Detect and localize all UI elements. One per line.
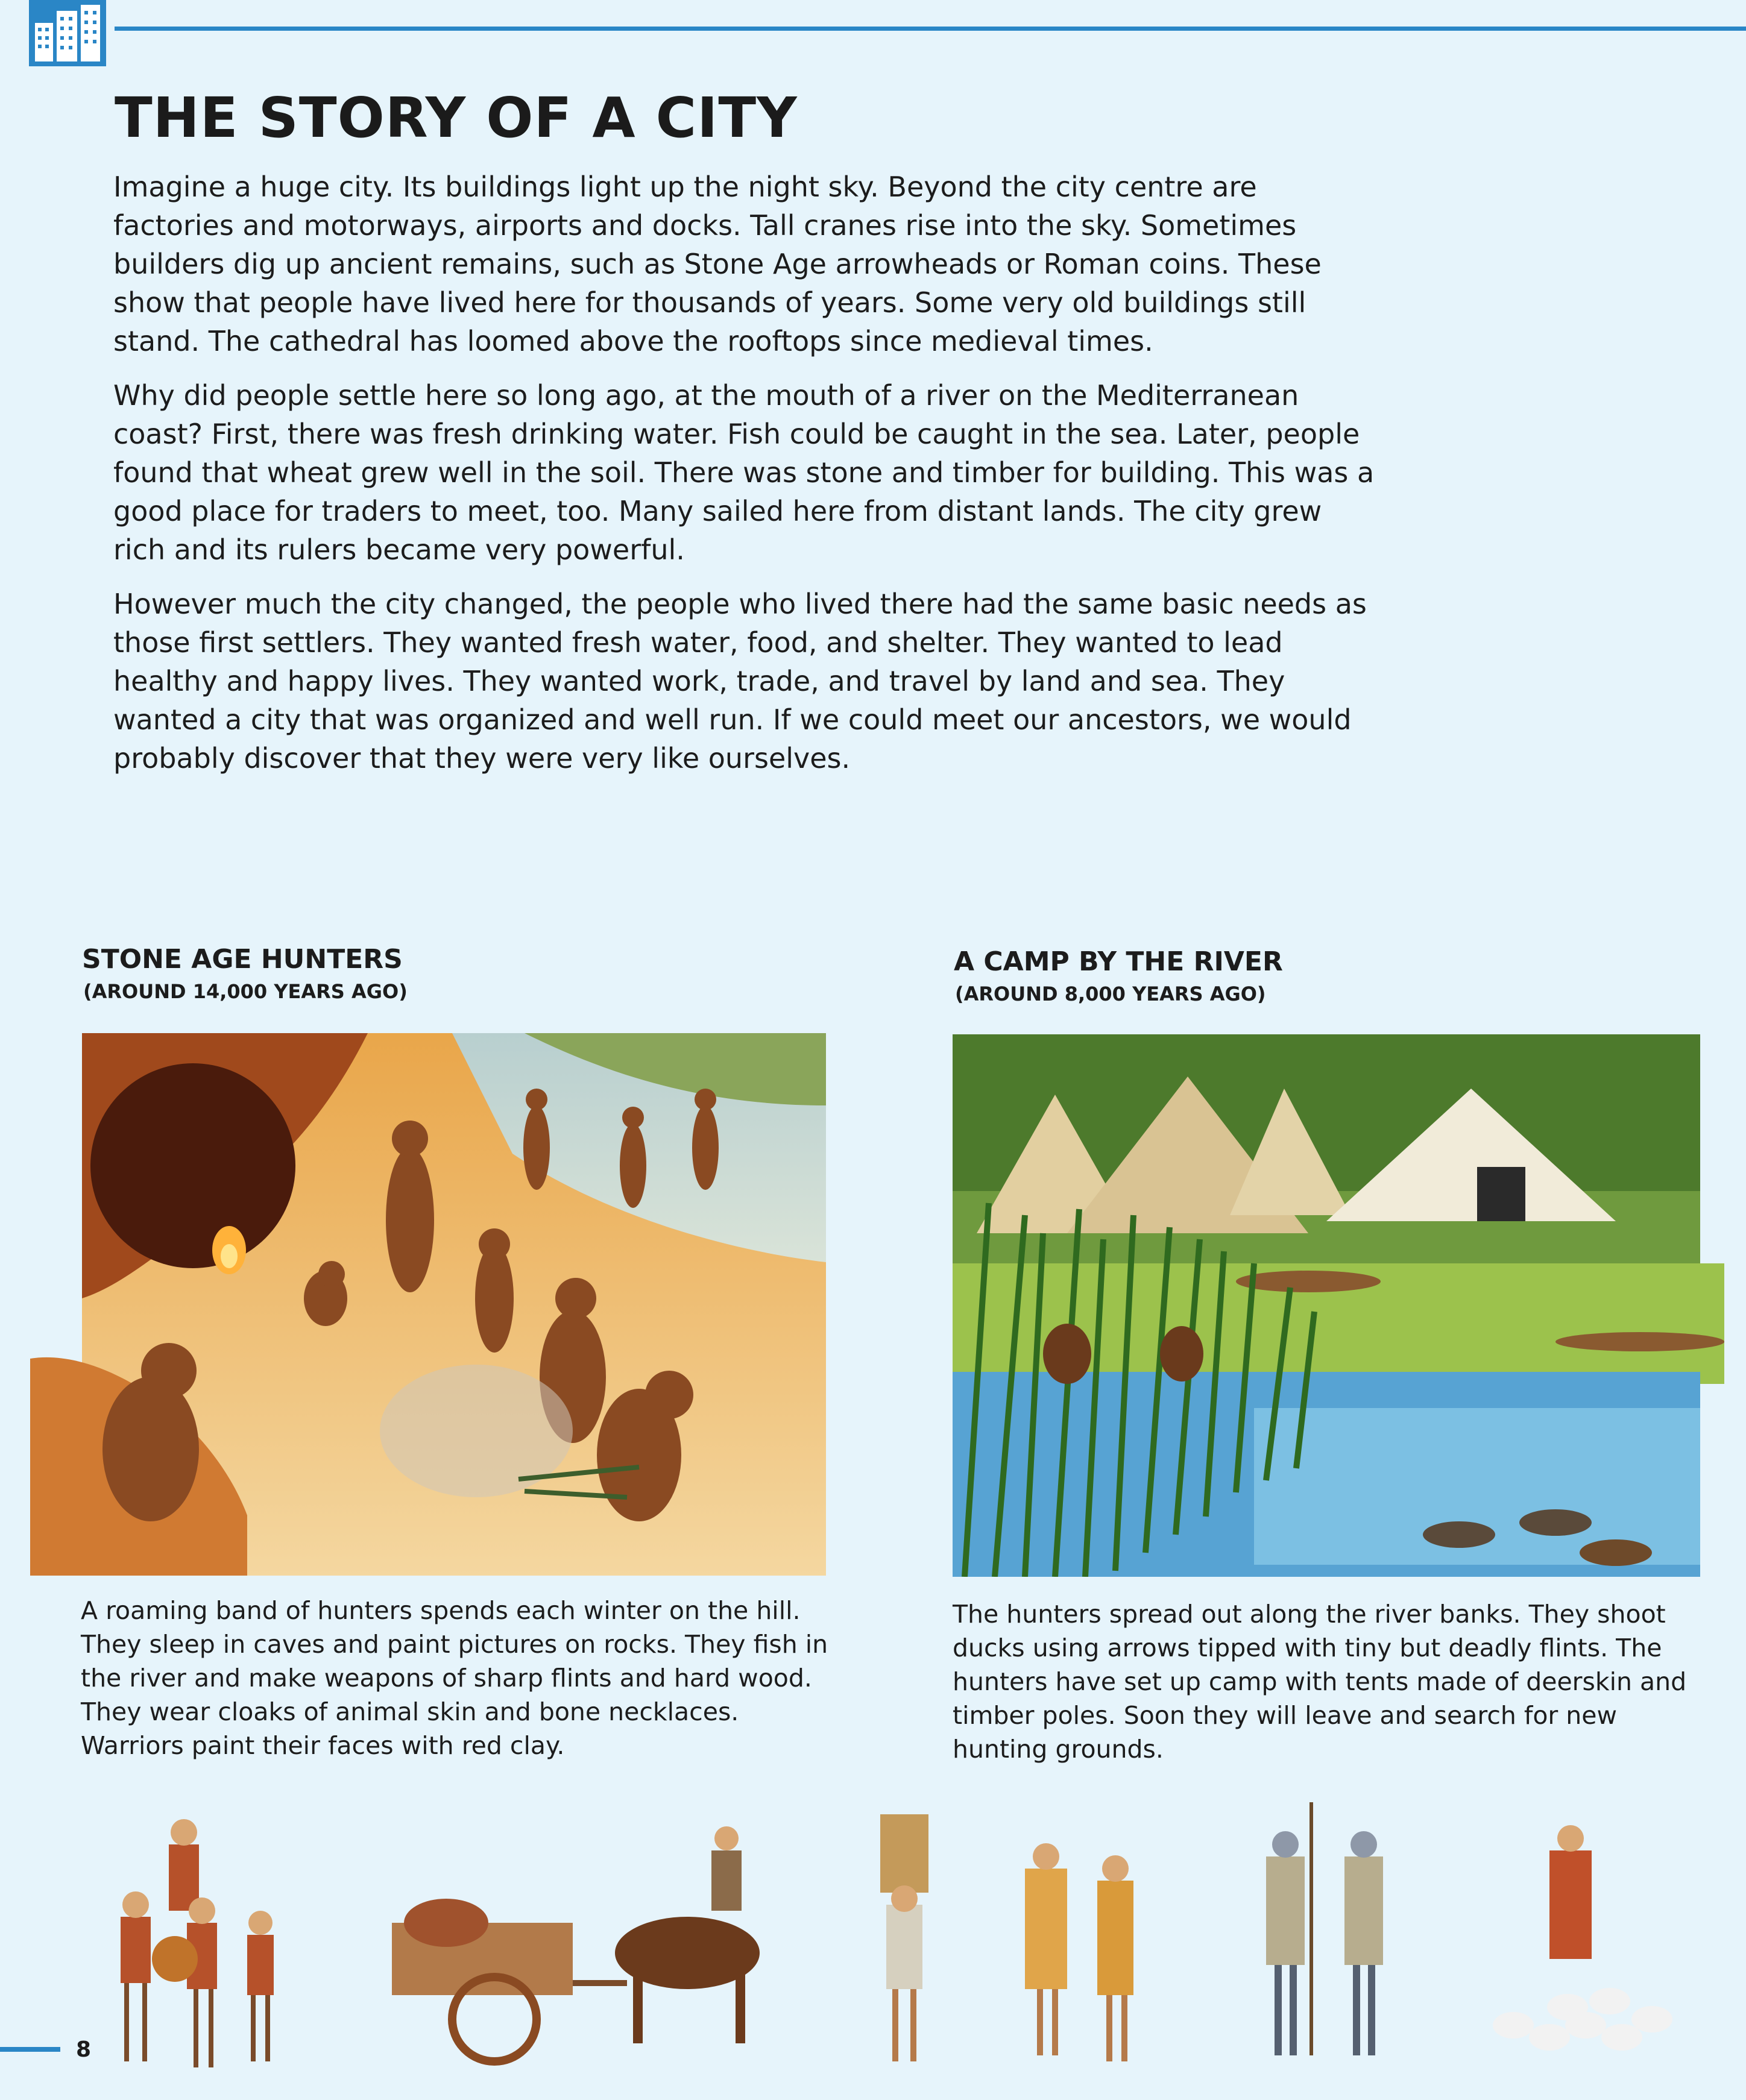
- intro-paragraph: Why did people settle here so long ago, at the mouth of a river on the Mediterranean coast? First, there was fresh drinking water. Fish could be caught in the sea. Later, people found that wheat grew well in the soil. There was stone and timber for building. This was a good place for traders to meet, too. Many sailed here from distant lands. The city grew rich and its rulers became very powerful.: [113, 379, 1375, 566]
- roman-servants-figure: [1025, 1843, 1133, 2061]
- section-caption: A roaming band of hunters spends each winter on the hill. They sleep in caves and paint pictures on rocks. They fish in the river and make weapons of sharp flints and hard wood. They wear cloaks of animal skin and bone necklaces. Warriors paint their faces with red clay.: [81, 1596, 828, 1760]
- goose-herder-figure: [1493, 1825, 1672, 2051]
- stone-age-hunters-illustration: [30, 1033, 826, 1576]
- header-rule: [115, 27, 1746, 31]
- section-subheading: (AROUND 8,000 YEARS AGO): [955, 982, 1266, 1005]
- section-heading: STONE AGE HUNTERS: [82, 944, 403, 975]
- river-camp-illustration: [953, 1034, 1724, 1577]
- section-caption: The hunters spread out along the river banks. They shoot ducks using arrows tipped with tiny but deadly flints. The hunters have set up camp with tents made of deerskin and timber poles. Soon they will leave and search for new hunting grounds.: [953, 1600, 1687, 1764]
- intro-paragraph: Imagine a huge city. Its buildings light up the night sky. Beyond the city centre are factories and motorways, airports and docks. Tall cranes rise into the sky. Sometimes builders dig up ancient remains, such as Stone Age arrowheads or Roman coins. These show that people have lived here for thousands of years. Some very old buildings still stand. The cathedral has loomed above the rooftops since medieval times.: [113, 171, 1322, 357]
- greek-soldiers-figure: [121, 1819, 274, 2067]
- intro-text: [113, 168, 1379, 793]
- section-subheading: (AROUND 14,000 YEARS AGO): [83, 980, 408, 1003]
- intro-paragraph: However much the city changed, the people who lived there had the same basic needs as those first settlers. They wanted fresh water, food, and shelter. They wanted to lead healthy and happy lives. They wanted work, trade, and travel by land and sea. They wanted a city that was organized and well run. If we could meet our ancestors, we would probably discover that they were very like ourselves.: [113, 588, 1367, 775]
- ox-cart-figure: [392, 1826, 760, 2061]
- page-title: THE STORY OF A CITY: [115, 86, 798, 150]
- page-number: 8: [76, 2037, 92, 2062]
- section-heading: A CAMP BY THE RIVER: [954, 946, 1283, 977]
- history-figures-strip: [109, 1802, 1688, 2073]
- medieval-soldiers-figure: [1266, 1802, 1383, 2055]
- city-buildings-icon: [29, 0, 106, 66]
- basket-carrier-figure: [880, 1814, 928, 2061]
- page-number-bar: [0, 2047, 60, 2052]
